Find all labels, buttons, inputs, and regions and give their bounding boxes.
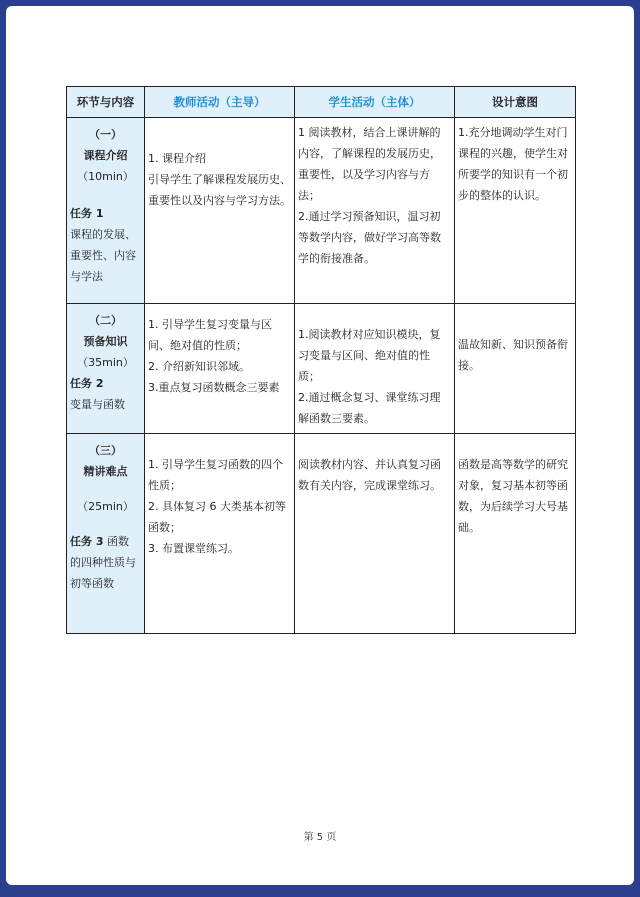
student-text: 2.通过概念复习、课堂练习理解函数三要素。	[298, 391, 441, 425]
student-text: 阅读教材内容、并认真复习函数有关内容，完成课堂练习。	[298, 458, 441, 492]
document-page	[6, 6, 634, 885]
student-text: 2.通过学习预备知识，温习初等数学内容，做好学习高等数学的衔接准备。	[298, 210, 441, 265]
table-row	[67, 304, 576, 434]
task-label: 任务 3	[70, 535, 104, 548]
spacer	[70, 517, 141, 531]
header-student: 学生活动（主体）	[295, 87, 455, 118]
student-cell	[295, 304, 455, 434]
intent-text: 1.充分地调动学生对门课程的兴趣，使学生对所要学的知识有一个初步的整体的认识。	[458, 126, 568, 202]
table-row	[67, 118, 576, 304]
header-stage: 环节与内容	[67, 87, 145, 118]
teacher-cell	[145, 304, 295, 434]
teacher-text: 1. 引导学生复习函数的四个性质；	[148, 458, 283, 492]
task-line: 变量与函数	[70, 398, 125, 411]
stage-cell	[67, 434, 145, 634]
teacher-cell	[145, 434, 295, 634]
student-cell	[295, 118, 455, 304]
table-row	[67, 434, 576, 634]
page-number: 第 5 页	[303, 832, 337, 843]
teacher-text: 引导学生了解课程发展历史、重要性以及内容与学习方法。	[148, 173, 291, 207]
teacher-text: 3. 布置课堂练习。	[148, 542, 239, 555]
intent-cell	[455, 118, 576, 304]
task-label: 任务 1	[70, 207, 104, 220]
task-line: 函数	[106, 535, 129, 548]
intent-text: 温故知新、知识预备衔接。	[458, 338, 568, 372]
stage-title: 精讲难点	[83, 465, 128, 478]
teacher-text: 2. 介绍新知识邻域。	[148, 360, 250, 373]
task-line: 初等函数	[70, 577, 114, 590]
stage-duration: （10min）	[77, 170, 134, 183]
stage-number: （一）	[89, 128, 122, 141]
student-text: 1 阅读教材，结合上课讲解的内容，了解课程的发展历史，重要性，以及学习内容与方法；	[298, 126, 441, 202]
header-intent: 设计意图	[455, 87, 576, 118]
stage-number: （二）	[89, 314, 122, 327]
stage-title: 预备知识	[83, 335, 128, 348]
task-line: 的四种性质与	[70, 556, 136, 569]
spacer	[70, 482, 141, 496]
student-text: 1.阅读教材对应知识模块，复习变量与区间、绝对值的性质；	[298, 328, 441, 383]
teacher-cell	[145, 118, 295, 304]
teacher-text: 1. 引导学生复习变量与区间、绝对值的性质；	[148, 318, 272, 352]
task-line: 课程的发展、	[70, 228, 136, 241]
teacher-text: 1. 课程介绍	[148, 152, 206, 165]
task-line: 与学法	[70, 270, 103, 283]
spacer	[70, 187, 141, 203]
header-teacher: 教师活动（主导）	[145, 87, 295, 118]
table-header-row	[67, 87, 576, 118]
task-label: 任务 2	[70, 377, 104, 390]
intent-cell	[455, 434, 576, 634]
stage-number: （三）	[89, 444, 122, 457]
student-cell	[295, 434, 455, 634]
stage-duration: （35min）	[77, 356, 134, 369]
intent-text: 函数是高等数学的研究对象，复习基本初等函数，为后续学习大号基础。	[458, 458, 568, 534]
task-line: 重要性、内容	[70, 249, 136, 262]
teacher-text: 3.重点复习函数概念三要素	[148, 381, 280, 394]
stage-duration: （25min）	[77, 500, 134, 513]
stage-title: 课程介绍	[83, 149, 128, 162]
intent-cell	[455, 304, 576, 434]
stage-cell	[67, 304, 145, 434]
stage-cell	[67, 118, 145, 304]
teacher-text: 2. 具体复习 6 大类基本初等函数；	[148, 500, 286, 534]
lesson-plan-table	[66, 86, 576, 634]
